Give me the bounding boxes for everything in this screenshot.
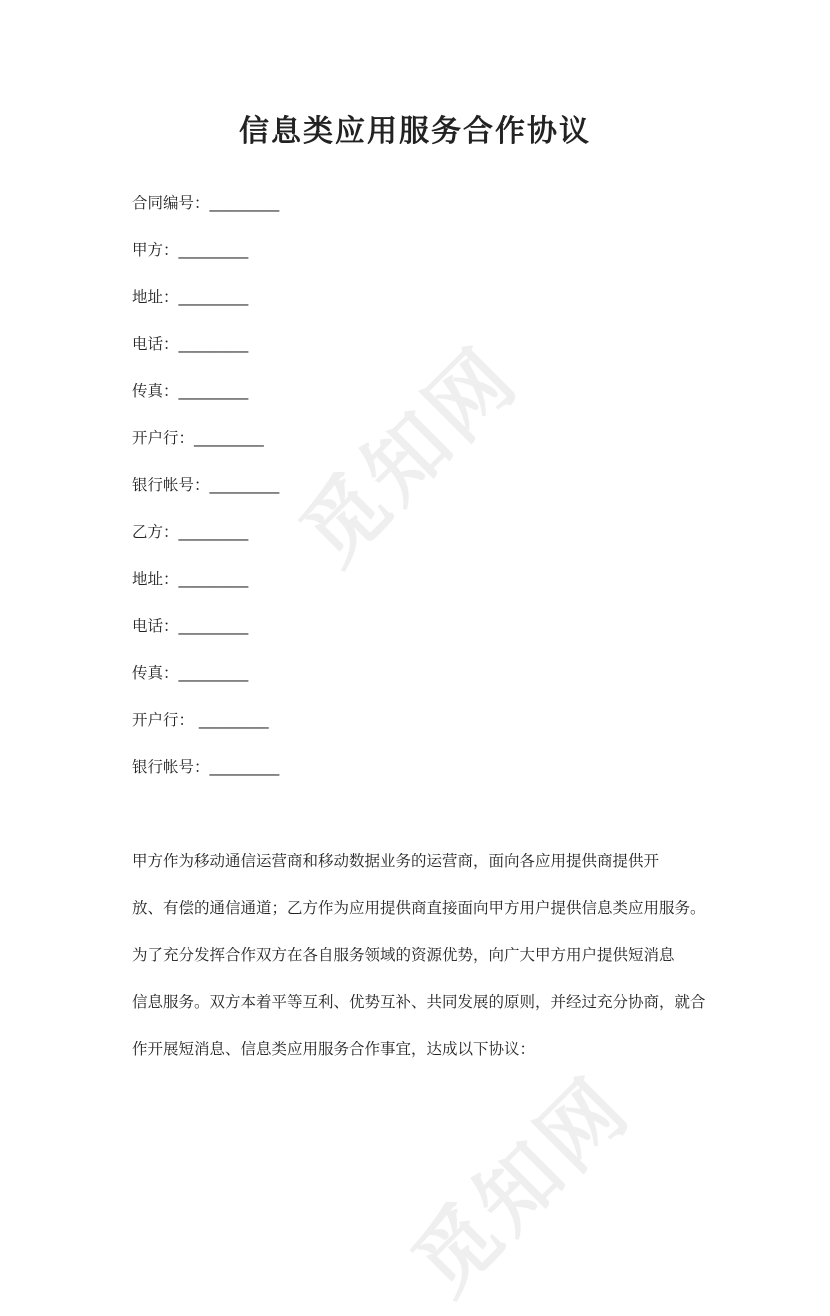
party-a-field: 甲方：_________ — [132, 241, 249, 259]
party-b-account-field: 银行帐号：_________ — [132, 758, 280, 776]
party-a-fax-field: 传真：_________ — [132, 382, 249, 400]
party-b-phone-field: 电话：_________ — [132, 617, 249, 635]
party-a-account-field: 银行帐号：_________ — [132, 476, 280, 494]
party-a-bank-field: 开户行：_________ — [132, 429, 264, 447]
paragraph-line: 作开展短消息、信息类应用服务合作事宜，达成以下协议： — [132, 1040, 536, 1058]
contract-number-field: 合同编号：_________ — [132, 194, 280, 212]
watermark: 觅知网 — [282, 328, 538, 584]
party-b-bank-field: 开户行： _________ — [132, 711, 269, 729]
party-b-address-field: 地址：_________ — [132, 570, 249, 588]
paragraph-line: 甲方作为移动通信运营商和移动数据业务的运营商，面向各应用提供商提供开 — [132, 852, 660, 870]
document-title: 信息类应用服务合作协议 — [239, 114, 591, 149]
paragraph-line: 信息服务。双方本着平等互利、优势互补、共同发展的原则，并经过充分协商，就合 — [132, 993, 706, 1011]
paragraph-line: 放、有偿的通信通道；乙方作为应用提供商直接面向甲方用户提供信息类应用服务。 — [132, 899, 706, 917]
party-a-address-field: 地址：_________ — [132, 288, 249, 306]
watermark: 觅知网 — [394, 1058, 650, 1314]
paragraph-line: 为了充分发挥合作双方在各自服务领域的资源优势，向广大甲方用户提供短消息 — [132, 946, 675, 964]
party-b-fax-field: 传真：_________ — [132, 664, 249, 682]
party-a-phone-field: 电话：_________ — [132, 335, 249, 353]
party-b-field: 乙方：_________ — [132, 523, 249, 541]
